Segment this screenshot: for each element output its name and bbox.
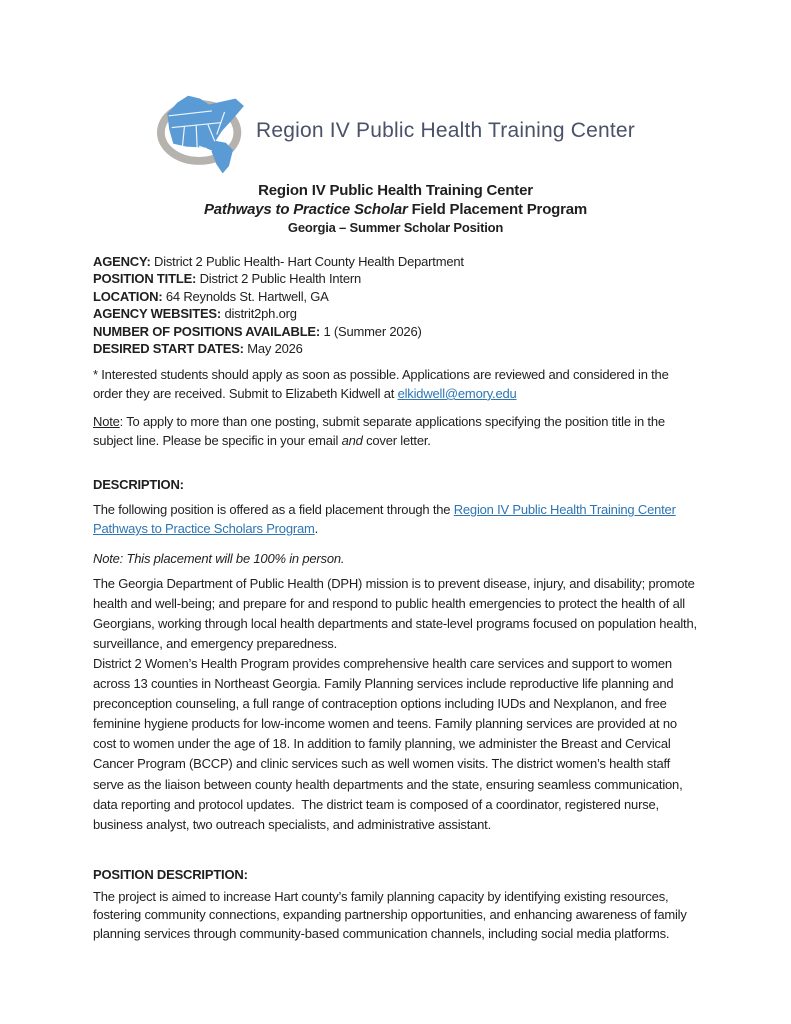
title-block	[93, 181, 698, 237]
position-details-list	[93, 253, 698, 357]
description-intro	[93, 501, 698, 538]
note-text-end: cover letter.	[362, 432, 431, 448]
detail-row-start-dates	[93, 340, 698, 357]
detail-label: POSITION TITLE:	[93, 271, 197, 287]
district2-program-paragraph: District 2 Women’s Health Program provides comprehensive health care services and support to women across 13 counties in Northeast Georgia. Family Planning services include reproductive life planning and preconception counseling, a full range of contraception options including IUDs and Nexplanon, and free feminine hygiene products for low-income women and teens. Family planning services are provided at no cost to women under the age of 18. In addition to family planning, we administer the Breast and Cervical Cancer Program (BCCP) and clinic services such as well women visits. The district women’s health staff serve as the liaison between county health departments and the state, ensuring seamless communication, data reporting and protocol updates. The district team is composed of a coordinator, registered nurse, business analyst, two outreach specialists, and administrative assistant.	[93, 656, 686, 832]
title-rest-part: Field Placement Program	[407, 201, 588, 218]
region-iv-southeast-us-map-icon	[156, 86, 254, 176]
detail-label: NUMBER OF POSITIONS AVAILABLE:	[93, 323, 321, 339]
note-italic-word: and	[341, 432, 363, 448]
in-person-note: Note: This placement will be 100% in person.	[93, 550, 345, 566]
detail-label: AGENCY WEBSITES:	[93, 306, 222, 322]
detail-label: DESIRED START DATES:	[93, 341, 244, 357]
document-title-line2	[93, 200, 698, 219]
detail-value: District 2 Public Health Intern	[196, 271, 362, 287]
detail-value: May 2026	[243, 341, 303, 357]
intro-text: The following position is offered as a field placement through the	[93, 502, 454, 518]
detail-label: LOCATION:	[93, 288, 163, 304]
dph-mission-paragraph: The Georgia Department of Public Health (DPH) mission is to prevent disease, injury, and disability; promote health and well-being; and prepare for and respond to public health emergencies to protect the health of all Georgians, working through local health departments and state-level programs focused on population health, surveillance, and emergency preparedness.	[93, 575, 701, 651]
detail-row-agency	[93, 253, 698, 270]
email-link[interactable]: elkidwell@emory.edu	[397, 385, 517, 401]
document-title-line3: Georgia – Summer Scholar Position	[287, 220, 504, 235]
detail-value: distrit2ph.org	[221, 306, 297, 322]
detail-label: AGENCY:	[93, 254, 151, 269]
position-summary-paragraph: The project is aimed to increase Hart county’s family planning capacity by identifying existing resources, fostering community connections, expanding partnership opportunities, and enhancing awareness of family planning services through community-based communication channels, including social media platforms.	[93, 888, 687, 941]
title-italic-part: Pathways to Practice Scholar	[203, 201, 408, 218]
apply-instructions	[93, 366, 698, 403]
detail-value: 1 (Summer 2026)	[320, 323, 422, 339]
intro-text-end: .	[314, 521, 319, 537]
apply-text: * Interested students should apply as soon as possible. Applications are reviewed and considered in the order they are received. Submit to Elizabeth Kidwell at	[93, 367, 669, 401]
detail-row-positions-available	[93, 323, 698, 340]
detail-row-location	[93, 288, 698, 305]
detail-row-agency-websites	[93, 305, 698, 322]
logo-text: Region IV Public Health Training Center	[255, 119, 635, 142]
detail-value: 64 Reynolds St. Hartwell, GA	[162, 288, 329, 304]
document-title-line1: Region IV Public Health Training Center	[258, 182, 533, 199]
note-text: : To apply to more than one posting, submit separate applications specifying the position title in the subject line. Please be specific in your email	[93, 414, 665, 448]
detail-value: District 2 Public Health- Hart County Health Department	[150, 254, 464, 269]
logo	[93, 86, 698, 176]
position-description-heading: POSITION DESCRIPTION:	[93, 866, 248, 882]
note-label: Note	[93, 414, 120, 430]
scholars-program-link[interactable]: Region IV Public Health Training Center Pathways to Practice Scholars Program	[93, 502, 676, 537]
description-heading: DESCRIPTION:	[93, 477, 184, 493]
multi-posting-note	[93, 413, 698, 450]
detail-row-position-title	[93, 270, 698, 287]
